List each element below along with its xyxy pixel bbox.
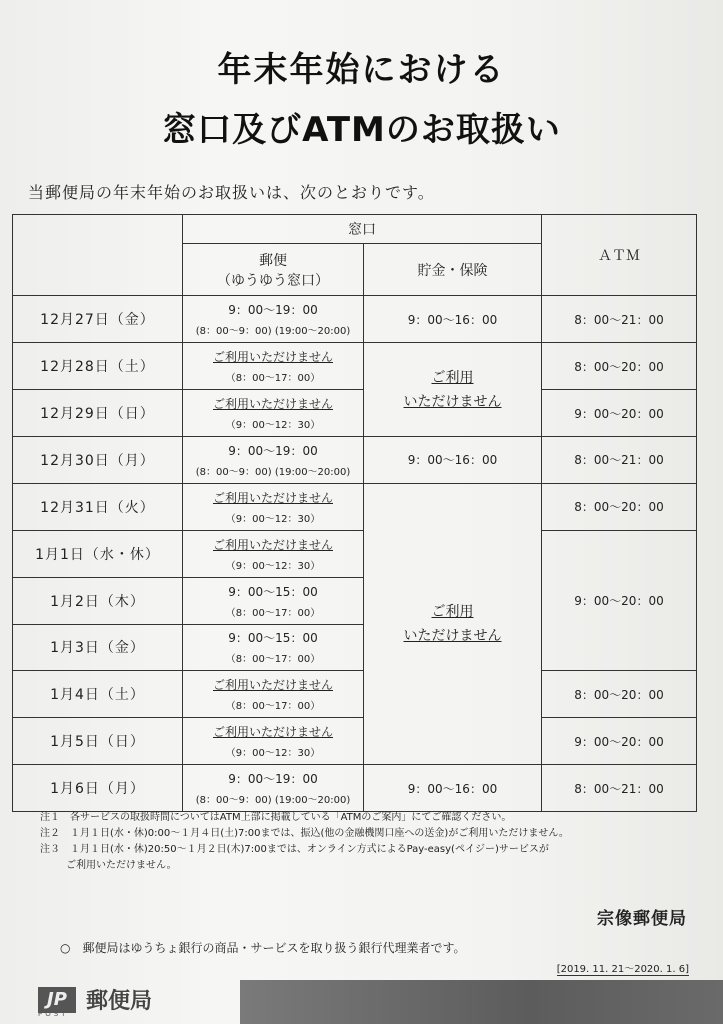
atm-cell: 9：00〜20：00 bbox=[542, 390, 697, 437]
intro-text: 当郵便局の年末年始のお取扱いは、次のとおりです。 bbox=[28, 183, 435, 202]
mail-cell: ご利用いただけません （9：00〜12：30） bbox=[183, 390, 364, 437]
date-cell: 12月29日（日） bbox=[13, 390, 183, 437]
savings-cell: ご利用 いただけません bbox=[364, 483, 542, 764]
header-mail: 郵便 （ゆうゆう窓口） bbox=[183, 243, 364, 296]
mail-cell: 9：00〜15：00 （8：00〜17：00） bbox=[183, 624, 364, 671]
notice-title-line2: 窓口及びATMのお取扱い bbox=[162, 110, 561, 150]
table-row bbox=[13, 296, 697, 343]
note-2: 注２ １月１日(水・休)0:00〜１月４日(土)7:00までは、振込(他の金融機関口座への送金)がご利用いただけません。 bbox=[40, 828, 569, 839]
mail-cell: 9：00〜19：00 (8：00〜9：00) (19:00〜20:00) bbox=[183, 437, 364, 484]
notes bbox=[40, 810, 680, 874]
date-cell: 1月2日（木） bbox=[13, 577, 183, 624]
agent-notice: ○ 郵便局はゆうちょ銀行の商品・サービスを取り扱う銀行代理業者です。 bbox=[60, 941, 466, 955]
mail-cell: 9：00〜19：00 (8：00〜9：00) (19:00〜20:00) bbox=[183, 765, 364, 812]
atm-cell: 8：00〜20：00 bbox=[542, 671, 697, 718]
table-row bbox=[13, 765, 697, 812]
note-3: 注３ １月１日(水・休)20:50〜１月２日(木)7:00までは、オンライン方式によるPay-easy(ペイジー)サービスが bbox=[40, 844, 549, 855]
posting-period: [2019. 11. 21〜2020. 1. 6] bbox=[557, 960, 689, 976]
savings-cell: 9：00〜16：00 bbox=[364, 296, 542, 343]
mail-cell: ご利用いただけません （9：00〜12：30） bbox=[183, 483, 364, 530]
table-row bbox=[13, 343, 697, 390]
header-blank bbox=[13, 215, 183, 296]
atm-cell: 8：00〜21：00 bbox=[542, 296, 697, 343]
date-cell: 12月30日（月） bbox=[13, 437, 183, 484]
date-cell: 1月6日（月） bbox=[13, 765, 183, 812]
atm-cell: 9：00〜20：00 bbox=[542, 530, 697, 671]
atm-cell: 9：00〜20：00 bbox=[542, 718, 697, 765]
note-3-cont: ご利用いただけません。 bbox=[66, 860, 177, 871]
atm-cell: 8：00〜20：00 bbox=[542, 343, 697, 390]
savings-cell: 9：00〜16：00 bbox=[364, 765, 542, 812]
mail-cell: ご利用いただけません （8：00〜17：00） bbox=[183, 343, 364, 390]
logo-text: 郵便局 bbox=[86, 989, 153, 1014]
jp-post-logo bbox=[38, 984, 153, 1018]
mail-cell: ご利用いただけません （8：00〜17：00） bbox=[183, 671, 364, 718]
atm-cell: 8：00〜20：00 bbox=[542, 483, 697, 530]
table-row bbox=[13, 390, 697, 437]
table-row bbox=[13, 530, 697, 577]
note-1: 注１ 各サービスの取扱時間についてはATM上部に掲載している「ATMのご案内」にてご確認ください。 bbox=[40, 812, 512, 823]
table-row bbox=[13, 671, 697, 718]
table-row bbox=[13, 437, 697, 484]
mail-cell: 9：00〜19：00 (8：00〜9：00) (19:00〜20:00) bbox=[183, 296, 364, 343]
date-cell: 1月1日（水・休） bbox=[13, 530, 183, 577]
table-row bbox=[13, 483, 697, 530]
mail-cell: ご利用いただけません （9：00〜12：30） bbox=[183, 718, 364, 765]
date-cell: 1月5日（日） bbox=[13, 718, 183, 765]
header-savings: 貯金・保険 bbox=[364, 243, 542, 296]
savings-cell: 9：00〜16：00 bbox=[364, 437, 542, 484]
dark-strip bbox=[240, 980, 723, 1024]
mail-cell: 9：00〜15：00 （8：00〜17：00） bbox=[183, 577, 364, 624]
header-window: 窓口 bbox=[183, 215, 542, 244]
schedule-table bbox=[12, 214, 697, 812]
mail-cell: ご利用いただけません （9：00〜12：30） bbox=[183, 530, 364, 577]
atm-cell: 8：00〜21：00 bbox=[542, 765, 697, 812]
office-name: 宗像郵便局 bbox=[597, 909, 687, 929]
logo-post-text: POST bbox=[38, 1010, 69, 1018]
atm-cell: 8：00〜21：00 bbox=[542, 437, 697, 484]
savings-cell: ご利用 いただけません bbox=[364, 343, 542, 437]
table-row bbox=[13, 718, 697, 765]
date-cell: 12月28日（土） bbox=[13, 343, 183, 390]
date-cell: 1月3日（金） bbox=[13, 624, 183, 671]
date-cell: 12月27日（金） bbox=[13, 296, 183, 343]
header-atm: ＡＴＭ bbox=[542, 215, 697, 296]
date-cell: 1月4日（土） bbox=[13, 671, 183, 718]
jp-logo-icon: JP bbox=[38, 987, 76, 1013]
notice-title-line1: 年末年始における bbox=[217, 50, 506, 90]
date-cell: 12月31日（火） bbox=[13, 483, 183, 530]
